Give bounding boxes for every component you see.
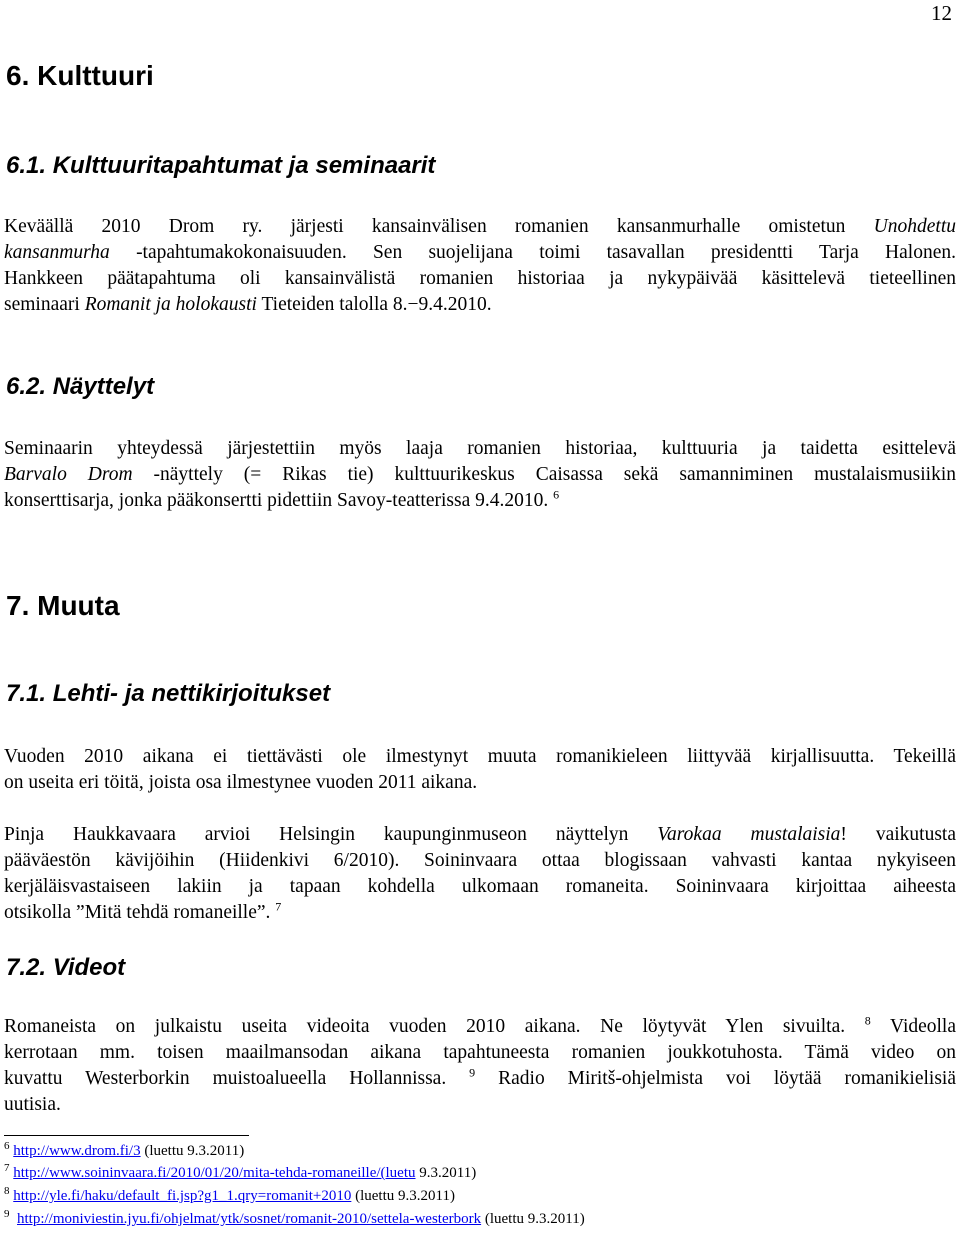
footnote-ref-8: 8 <box>864 1013 871 1028</box>
footnote-ref-9: 9 <box>469 1065 476 1080</box>
footnote-ref-6: 6 <box>553 487 560 502</box>
footnote-separator <box>4 1135 249 1136</box>
section-7-1-paragraph-2 <box>4 822 956 926</box>
footnote-number: 7 <box>4 1162 10 1174</box>
footnote-link[interactable]: http://www.soininvaara.fi/2010/01/20/mita-tehda-romaneille/(luetu <box>13 1165 416 1181</box>
text-line: Pinja Haukkavaara arvioi Helsingin kaupunginmuseon näyttelyn Varokaa mustalaisia! vaikutusta <box>4 824 956 845</box>
text-line: Hankkeen päätapahtuma oli kansainvälistä romanien historiaa ja nykypäivää käsittelevä tieteellinen <box>4 268 956 289</box>
footnote-number: 6 <box>4 1140 10 1152</box>
text-line: pääväestön kävijöihin (Hiidenkivi 6/2010). Soininvaara ottaa blogissaan vahvasti kantaa nykyiseen <box>4 850 956 871</box>
footnote-number: 8 <box>4 1185 10 1197</box>
section-7-1-heading: 7.1. Lehti- ja nettikirjoitukset <box>6 680 331 707</box>
text-line: Keväällä 2010 Drom ry. järjesti kansainvälisen romanien kansanmurhalle omistetun Unohdettu <box>4 216 956 237</box>
text-line: Vuoden 2010 aikana ei tiettävästi ole ilmestynyt muuta romanikieleen liittyvää kirjallisuutta. Tekeillä <box>4 746 956 767</box>
text-line: kansanmurha -tapahtumakokonaisuuden. Sen suojelijana toimi tasavallan presidentti Tarja Halonen. <box>4 242 956 263</box>
footnote-link[interactable]: http://yle.fi/haku/default_fi.jsp?g1_1.qry=romanit+2010 <box>13 1188 352 1204</box>
footnote-number: 9 <box>4 1208 10 1220</box>
text-line: kuvattu Westerborkin muistoalueella Hollannissa. $^9$ Radio Miritš-ohjelmista voi löytää romanikielisiä <box>4 1065 957 1089</box>
section-7-2-paragraph <box>4 1014 956 1118</box>
footnote-9 <box>4 1210 585 1229</box>
footnote-ref-7: 7 <box>275 899 282 914</box>
text-line: Seminaarin yhteydessä järjestettiin myös laaja romanien historiaa, kulttuuria ja taidetta esittelevä <box>4 438 956 459</box>
text-line: kerrotaan mm. toisen maailmansodan aikana tapahtuneesta romanien joukkotuhosta. Tämä video on <box>4 1042 956 1063</box>
section-6-heading: 6. Kulttuuri <box>6 60 154 91</box>
text-line: kerjäläisvastaiseen lakiin ja tapaan kohdella ulkomaan romaneita. Soininvaara kirjoittaa aiheesta <box>4 876 956 897</box>
text-line: uutisia. <box>4 1094 61 1115</box>
page-number: 12 <box>931 1 952 25</box>
section-6-2-paragraph <box>4 436 956 514</box>
footnote-6 <box>4 1142 244 1161</box>
footnote-8 <box>4 1187 455 1206</box>
footnote-note: (luettu 9.3.2011) <box>140 1143 245 1159</box>
text-line: Barvalo Drom -näyttely (= Rikas tie) kulttuurikeskus Caisassa sekä samanniminen mustalaismusiikin <box>4 464 956 485</box>
section-6-1-heading: 6.1. Kulttuuritapahtumat ja seminaarit <box>6 152 436 179</box>
text-line: otsikolla ”Mitä tehdä romaneille”. $^7$ <box>4 899 282 923</box>
text-line: seminaari Romanit ja holokausti Tieteiden talolla 8.−9.4.2010. <box>4 294 492 315</box>
footnote-7 <box>4 1164 476 1183</box>
text-line: on useita eri töitä, joista osa ilmestynee vuoden 2011 aikana. <box>4 772 478 793</box>
footnote-note: 9.3.2011) <box>415 1165 477 1181</box>
section-6-2-heading: 6.2. Näyttelyt <box>6 373 155 400</box>
section-7-heading: 7. Muuta <box>6 590 120 621</box>
footnote-link[interactable]: http://www.drom.fi/3 <box>13 1143 141 1159</box>
section-7-2-heading: 7.2. Videot <box>6 954 126 981</box>
footnote-link[interactable]: http://moniviestin.jyu.fi/ohjelmat/ytk/sosnet/romanit-2010/settela-westerbork <box>17 1211 482 1227</box>
footnote-note: (luettu 9.3.2011) <box>351 1188 455 1204</box>
section-7-1-paragraph-1 <box>4 744 956 796</box>
text-line: konserttisarja, jonka pääkonsertti pidettiin Savoy-teatterissa 9.4.2010. $^6$ <box>4 487 560 511</box>
footnote-note: (luettu 9.3.2011) <box>481 1211 585 1227</box>
section-6-1-paragraph <box>4 214 956 318</box>
text-line: Romaneista on julkaistu useita videoita vuoden 2010 aikana. Ne löytyvät Ylen sivuilta. $^8$ Videolla <box>4 1013 957 1037</box>
